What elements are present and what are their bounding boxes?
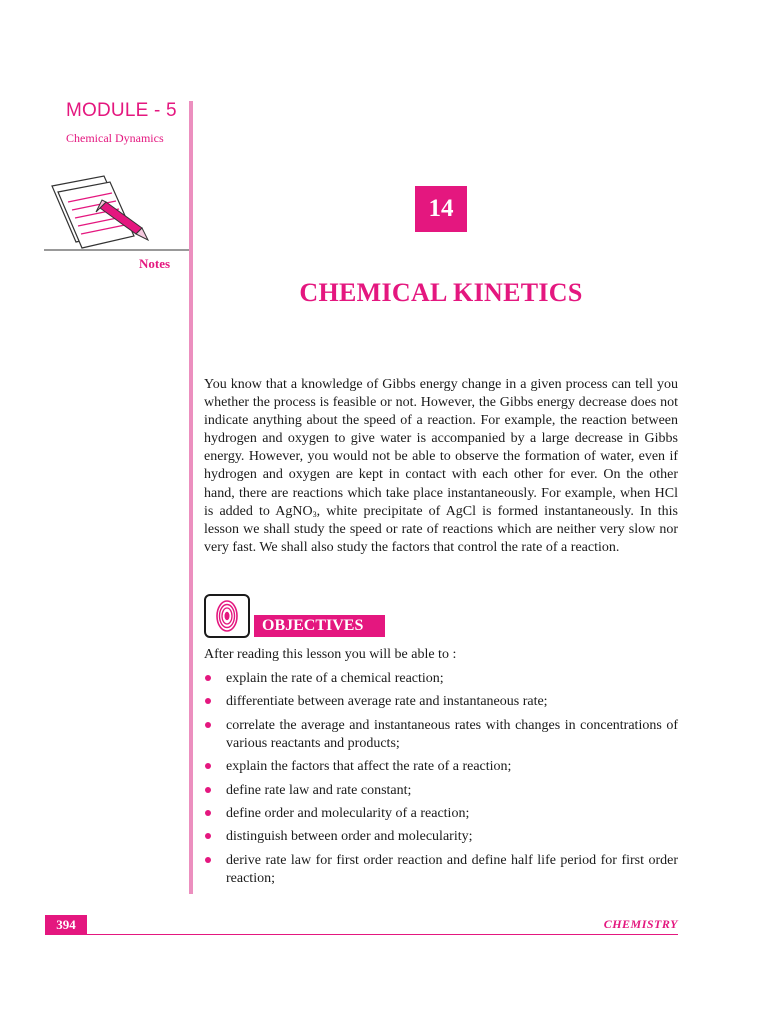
module-title: Chemical Dynamics [66, 131, 164, 145]
objectives-heading: OBJECTIVES [254, 615, 385, 637]
bullet-icon [205, 675, 211, 681]
bullet-icon [205, 722, 211, 728]
bullet-icon [205, 810, 211, 816]
list-item: define order and molecularity of a reaction; [204, 805, 678, 823]
bullet-icon [205, 787, 211, 793]
target-icon [204, 594, 250, 638]
bullet-icon [205, 857, 211, 863]
margin-rule [189, 101, 193, 894]
footer-subject: CHEMISTRY [603, 917, 678, 931]
page-number: 394 [45, 915, 87, 935]
list-item: define rate law and rate constant; [204, 782, 678, 800]
list-item: correlate the average and instantaneous rates with changes in concentrations of various reactants and products; [204, 717, 678, 753]
objectives-lead: After reading this lesson you will be able to : [204, 647, 457, 662]
list-item: distinguish between order and molecularity; [204, 828, 678, 846]
module-label: MODULE - 5 [66, 100, 177, 121]
formula-subscript: 3 [312, 509, 317, 519]
notes-label: Notes [139, 256, 171, 271]
bullet-icon [205, 833, 211, 839]
bullet-icon [205, 698, 211, 704]
intro-paragraph [204, 376, 678, 557]
notes-pencil-icon [44, 172, 190, 256]
objectives-list [204, 670, 678, 893]
intro-text-start: You know that a knowledge of Gibbs energy change in a given process can tell you whether the process is feasible or not. However, the Gibbs energy decrease does not indicate anything about the speed of a reaction. For example, the reaction between hydrogen and oxygen to give water is accompanied by a large decrease in Gibbs energy. However, you would not be able to observe the formation of water, even if hydrogen and oxygen are kept in contact with each other for ever. On the other hand, there are reactions which take place instantaneously. For example, when HCl is added to AgNO [204, 377, 678, 519]
bullet-icon [205, 763, 211, 769]
list-item: derive rate law for first order reaction and define half life period for first order reaction; [204, 852, 678, 888]
intro-text-end: , white precipitate of AgCl is formed instantaneously. In this lesson we shall study the speed or rate of reactions which are neither very slow nor very fast. We shall also study the factors that control the rate of a reaction. [204, 503, 679, 555]
chapter-number: 14 [415, 186, 467, 232]
list-item: explain the factors that affect the rate of a reaction; [204, 758, 678, 776]
chapter-title: CHEMICAL KINETICS [299, 278, 583, 307]
footer-rule [45, 934, 678, 935]
list-item: differentiate between average rate and instantaneous rate; [204, 693, 678, 711]
list-item: explain the rate of a chemical reaction; [204, 670, 678, 688]
